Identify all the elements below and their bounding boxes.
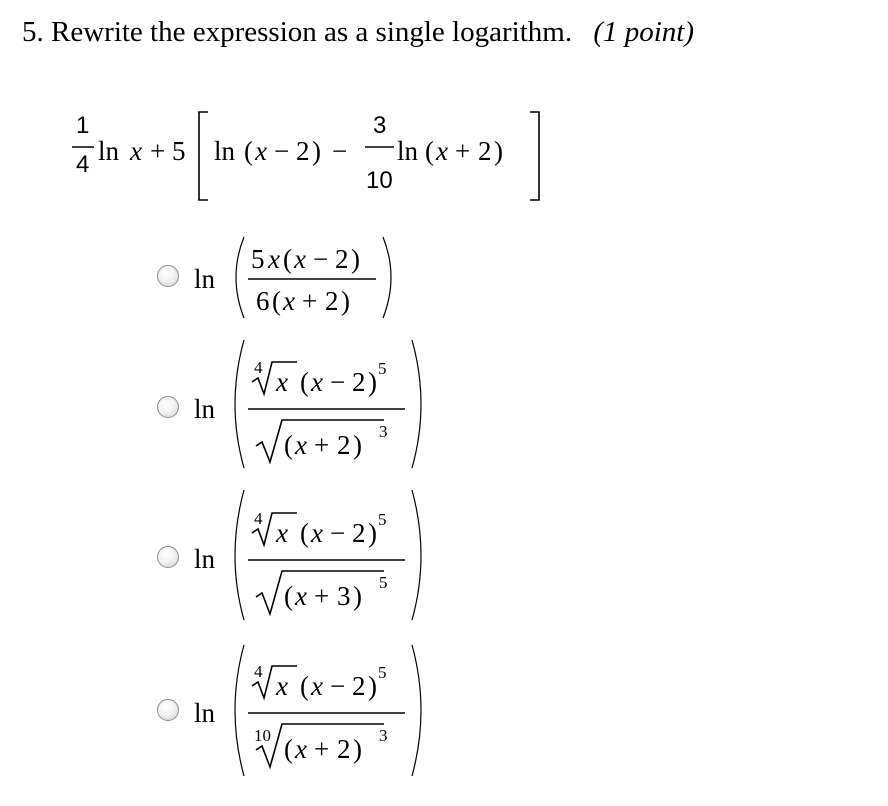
plus-1: + — [150, 136, 166, 166]
exponent: 3 — [379, 726, 388, 745]
coef1-numerator: 1 — [76, 112, 90, 139]
minus-1: − — [274, 136, 290, 166]
lparen: ( — [284, 734, 293, 764]
lparen: ( — [300, 518, 309, 548]
ln: ln — [194, 394, 216, 424]
ln-2: ln — [214, 136, 236, 166]
exponent: 5 — [378, 510, 387, 529]
minus: − — [330, 518, 346, 548]
exponent: 3 — [379, 422, 388, 441]
two-2: 2 — [478, 136, 492, 166]
var-x: x — [276, 518, 288, 548]
minus: − — [330, 671, 346, 701]
root-index: 10 — [254, 726, 271, 745]
minus-2: − — [332, 136, 348, 166]
var-x: x — [268, 244, 280, 274]
lparen: ( — [300, 671, 309, 701]
two: 2 — [335, 244, 349, 274]
left-paren — [235, 645, 244, 776]
rparen: ) — [368, 367, 377, 397]
ln: ln — [194, 698, 216, 728]
var-x: x — [311, 671, 323, 701]
ln-1: ln — [98, 136, 120, 166]
rparen: ) — [353, 734, 362, 764]
var-x: x — [276, 671, 288, 701]
root-index: 4 — [254, 358, 263, 377]
two: 2 — [337, 430, 351, 460]
var-x-3: x — [436, 136, 448, 166]
plus: + — [314, 734, 330, 764]
var-x: x — [295, 581, 307, 611]
rparen: ) — [351, 244, 360, 274]
rparen: ) — [341, 286, 350, 316]
two: 2 — [325, 286, 339, 316]
rparen: ) — [353, 430, 362, 460]
coef1-denominator: 4 — [76, 151, 90, 178]
question-prompt: Rewrite the expression as a single logarithm. — [51, 16, 573, 48]
ln: ln — [194, 544, 216, 574]
two-1: 2 — [296, 136, 310, 166]
var-x: x — [295, 430, 307, 460]
rparen: ) — [368, 518, 377, 548]
exponent: 5 — [379, 573, 388, 592]
ln: ln — [194, 264, 216, 294]
minus: − — [330, 367, 346, 397]
root-index: 4 — [254, 662, 263, 681]
exponent: 5 — [378, 663, 387, 682]
var-x: x — [311, 518, 323, 548]
root-index: 4 — [254, 509, 263, 528]
rparen-2: ) — [494, 136, 503, 166]
lparen: ( — [284, 430, 293, 460]
five: 5 — [251, 244, 265, 274]
lparen-2: ( — [425, 136, 434, 166]
var-x: x — [276, 367, 288, 397]
two: 2 — [352, 367, 366, 397]
lparen: ( — [283, 244, 292, 274]
var-x: x — [311, 367, 323, 397]
coef2-numerator: 3 — [373, 112, 387, 139]
lparen-1: ( — [244, 136, 253, 166]
exponent: 5 — [378, 359, 387, 378]
coef2-denominator: 10 — [366, 167, 393, 194]
plus: + — [302, 286, 318, 316]
var-x: x — [294, 244, 306, 274]
lparen: ( — [272, 286, 281, 316]
var-x-1: x — [130, 136, 142, 166]
ln-3: ln — [397, 136, 419, 166]
var-x-2: x — [255, 136, 267, 166]
rparen: ) — [368, 671, 377, 701]
rparen: ) — [353, 581, 362, 611]
two: 2 — [352, 671, 366, 701]
question-points: (1 point) — [593, 16, 695, 48]
plus-2: + — [455, 136, 471, 166]
var-x: x — [295, 734, 307, 764]
five: 5 — [172, 136, 186, 166]
question-number: 5. — [22, 16, 44, 48]
var-x: x — [283, 286, 295, 316]
rparen-1: ) — [312, 136, 321, 166]
plus: + — [314, 581, 330, 611]
lparen: ( — [300, 367, 309, 397]
right-paren — [412, 645, 421, 776]
two: 2 — [352, 518, 366, 548]
plus: + — [314, 430, 330, 460]
minus: − — [313, 244, 329, 274]
six: 6 — [256, 286, 270, 316]
three: 3 — [337, 581, 351, 611]
two: 2 — [337, 734, 351, 764]
lparen: ( — [284, 581, 293, 611]
